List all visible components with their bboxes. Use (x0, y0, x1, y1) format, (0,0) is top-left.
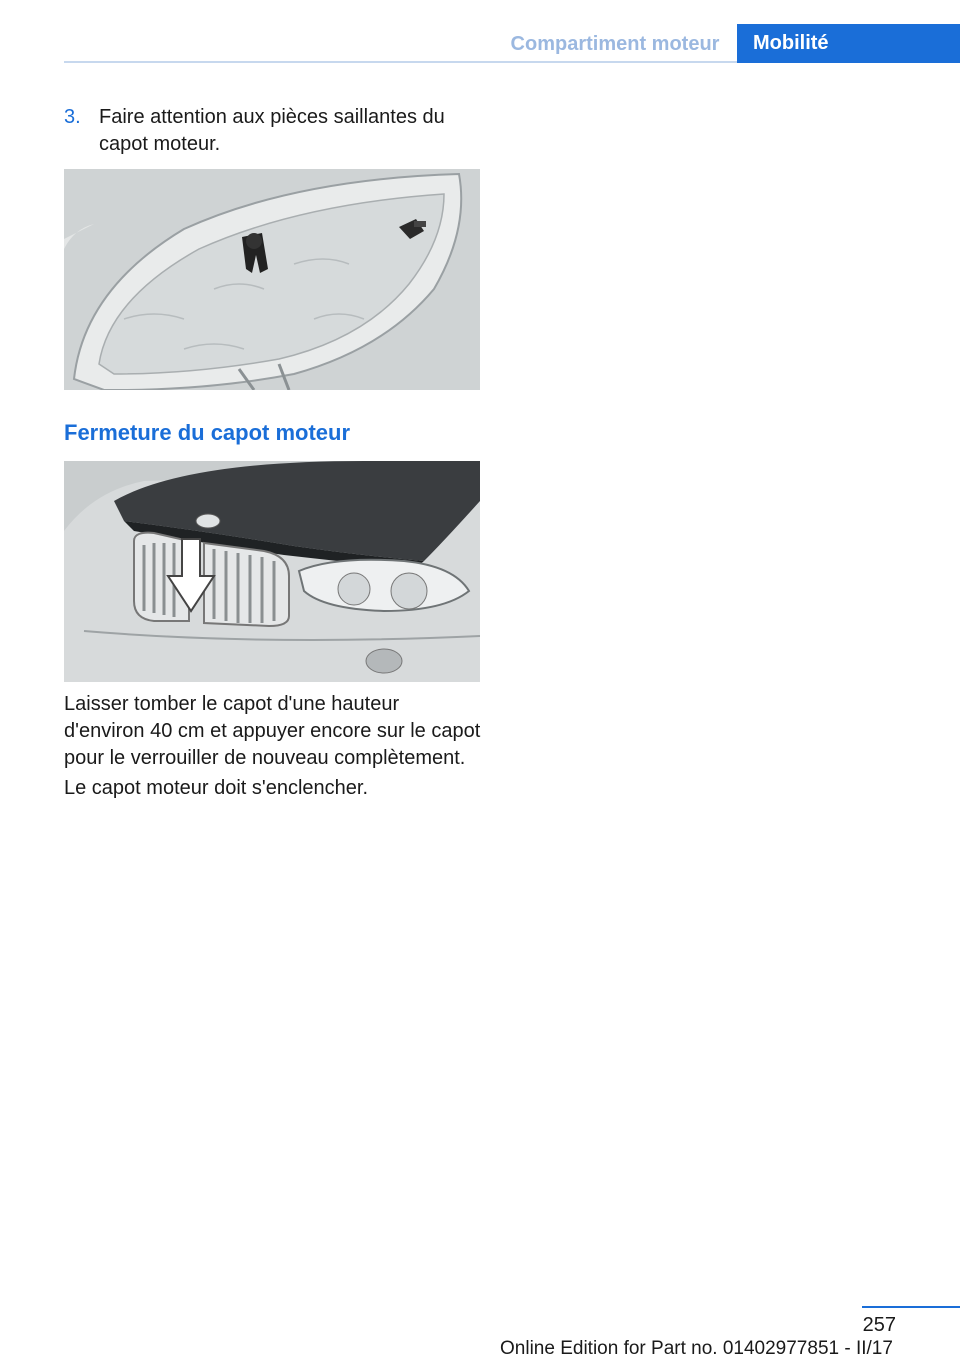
bmw-logo-icon (196, 514, 220, 528)
section-title: Fermeture du capot moteur (64, 420, 351, 445)
step-number: 3. (64, 106, 81, 128)
step-text: Faire attention aux pièces saillantes du capot moteur. (99, 106, 445, 155)
paragraph-hood-engage: Le capot moteur doit s'enclencher. (64, 777, 369, 799)
footer-rule (862, 1306, 960, 1308)
edition-note: Online Edition for Part no. 01402977851 - II/17 (500, 1338, 893, 1359)
open-hood-illustration (64, 169, 480, 390)
figure-close-hood (64, 461, 480, 682)
header-chapter-tab[interactable]: Mobilité (737, 24, 960, 63)
close-hood-illustration (64, 461, 480, 682)
paragraph-drop-hood: Laisser tomber le capot d'une hauteur d'environ 40 cm et appuyer encore sur le capot pour le verrouiller de nouveau complètement. (64, 693, 481, 769)
figure-open-hood (64, 169, 480, 390)
page-number: 257 (862, 1314, 896, 1336)
header-section-title: Compartiment moteur (510, 32, 720, 55)
